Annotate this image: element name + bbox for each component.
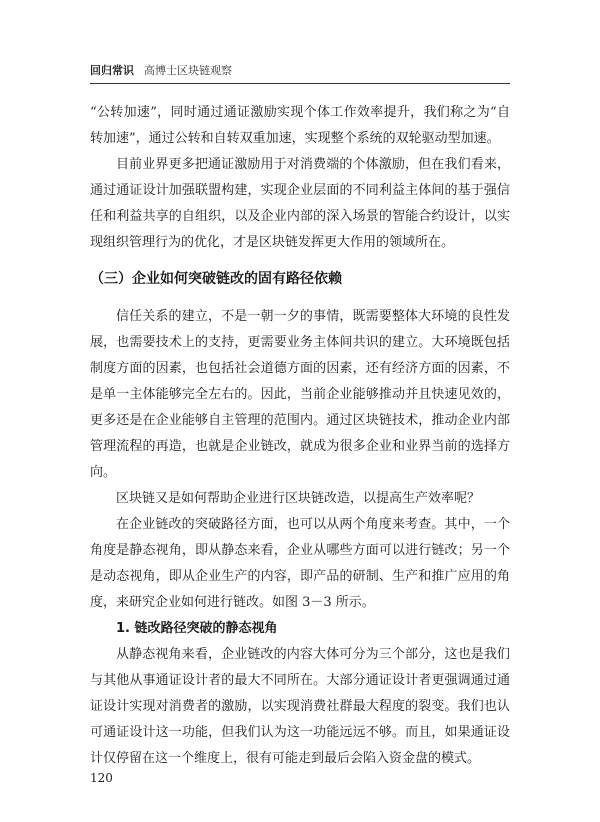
section-heading: （三）企业如何突破链改的固有路径依赖	[90, 271, 342, 287]
book-title: 回归常识	[90, 64, 134, 77]
paragraph: 信任关系的建立，不是一朝一夕的事情，既需要整体大环境的良性发展，也需要技术上的支持，更需要业务主体间共识的建立。大环境既包括制度方面的因素，也包括社会道德方面的因素，还有经济方面的因素，不是单一主体能够完全左右的。因此，当前企业能够推动并且快速见效的，更多还是在企业能够自主管理的范围内。通过区块链技术，推动企业内部管理流程的再造，也就是企业链改，就成为很多企业和业界当前的选择方向。	[90, 309, 510, 480]
page-body	[90, 100, 510, 772]
chapter-title: 高博士区块链观察	[144, 64, 232, 77]
paragraph: 在企业链改的突破路径方面，也可以从两个角度来考查。其中，一个角度是静态视角，即从静态来看，企业从哪些方面可以进行链改；另一个是动态视角，即从企业生产的内容，即产品的研制、生产和推广应用的角度，来研究企业如何进行链改。如图 3－3 所示。	[90, 517, 510, 610]
running-header	[90, 62, 232, 78]
paragraph-continuation: “公转加速”，同时通过通证激励实现个体工作效率提升，我们称之为“自转加速”，通过公转和自转双重加速，实现整个系统的双轮驱动型加速。	[90, 105, 510, 146]
subsection-heading: 1. 链改路径突破的静态视角	[116, 621, 278, 636]
paragraph: 区块链又是如何帮助企业进行区块链改造，以提高生产效率呢？	[116, 491, 481, 506]
paragraph: 目前业界更多把通证激励用于对消费端的个体激励，但在我们看来，通过通证设计加强联盟构建，实现企业层面的不同利益主体间的基于强信任和利益共享的自组织，以及企业内部的深入场景的智能合约设计，以实现组织管理行为的优化，才是区块链发挥更大作用的领域所在。	[90, 157, 510, 250]
header-divider	[90, 83, 510, 84]
page-number: 120	[90, 771, 113, 785]
paragraph: 从静态视角来看，企业链改的内容大体可分为三个部分，这也是我们与其他从事通证设计者的最大不同所在。大部分通证设计者更强调通过通证设计实现对消费者的激励，以实现消费社群最大程度的裂变。我们也认可通证设计这一功能，但我们认为这一功能远远不够。而且，如果通证设计仅停留在这一个维度上，很有可能走到最后会陷入资金盘的模式。	[90, 647, 510, 766]
